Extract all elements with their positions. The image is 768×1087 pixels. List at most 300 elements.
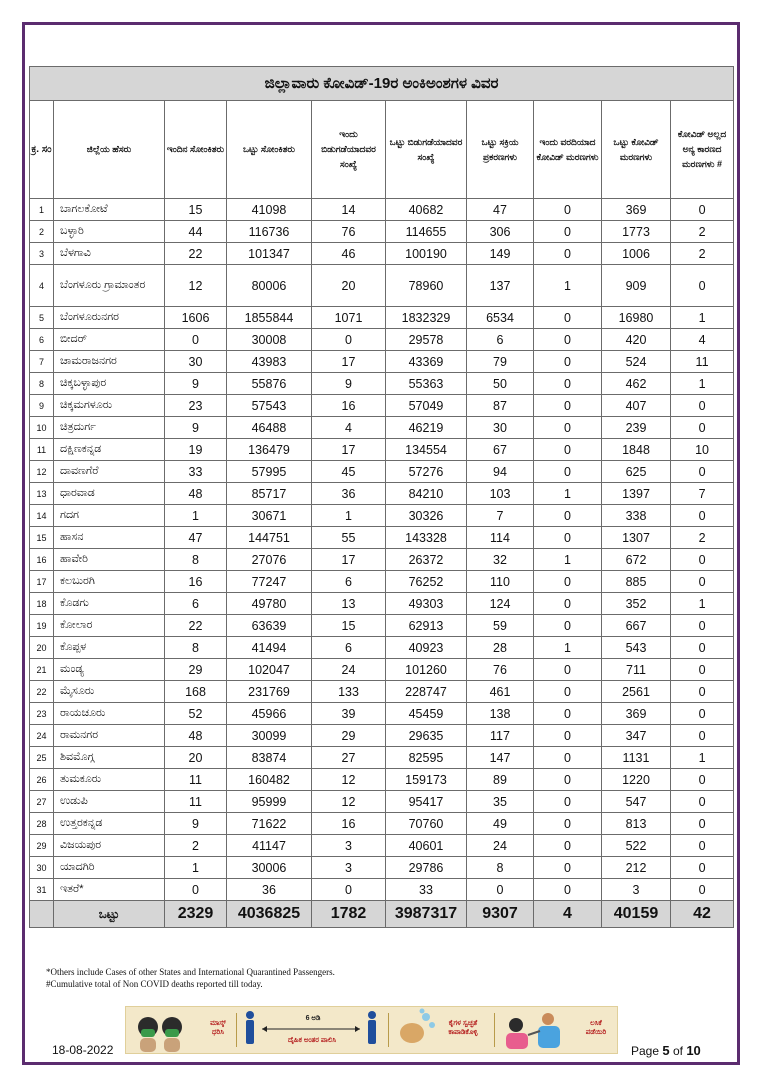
footnotes bbox=[46, 966, 335, 990]
row-value: 1220 bbox=[602, 769, 671, 791]
row-value: 30326 bbox=[386, 505, 467, 527]
row-value: 52 bbox=[165, 703, 227, 725]
footnote-non-covid: #Cumulative total of Non COVID deaths reported till today. bbox=[46, 979, 263, 989]
row-sno: 17 bbox=[30, 571, 54, 593]
row-value: 0 bbox=[534, 791, 602, 813]
row-value: 7 bbox=[671, 483, 734, 505]
row-sno: 30 bbox=[30, 857, 54, 879]
total-cell: 42 bbox=[671, 901, 734, 928]
table-row bbox=[30, 725, 734, 747]
row-value: 45966 bbox=[227, 703, 312, 725]
row-value: 89 bbox=[467, 769, 534, 791]
row-value: 0 bbox=[671, 659, 734, 681]
table-row bbox=[30, 593, 734, 615]
row-value: 22 bbox=[165, 615, 227, 637]
row-sno: 19 bbox=[30, 615, 54, 637]
row-value: 11 bbox=[671, 351, 734, 373]
row-district: ದಾವಣಗೆರೆ bbox=[54, 461, 165, 483]
row-value: 44 bbox=[165, 221, 227, 243]
table-row bbox=[30, 527, 734, 549]
row-sno: 29 bbox=[30, 835, 54, 857]
row-value: 0 bbox=[534, 703, 602, 725]
distance-label: ದೈಹಿಕ ಅಂತರ ಪಾಲಿಸಿ bbox=[287, 1037, 337, 1044]
row-value: 27076 bbox=[227, 549, 312, 571]
table-row bbox=[30, 307, 734, 329]
row-sno: 10 bbox=[30, 417, 54, 439]
row-value: 24 bbox=[312, 659, 386, 681]
row-sno: 8 bbox=[30, 373, 54, 395]
table-row bbox=[30, 857, 734, 879]
row-value: 0 bbox=[671, 857, 734, 879]
banner-separator bbox=[494, 1013, 495, 1047]
banner-separator bbox=[388, 1013, 389, 1047]
row-value: 1071 bbox=[312, 307, 386, 329]
row-value: 0 bbox=[534, 593, 602, 615]
row-value: 11 bbox=[165, 791, 227, 813]
masked-faces-icon bbox=[134, 1007, 190, 1053]
row-district: ಉಡುಪಿ bbox=[54, 791, 165, 813]
table-row bbox=[30, 395, 734, 417]
row-value: 0 bbox=[671, 791, 734, 813]
row-sno: 24 bbox=[30, 725, 54, 747]
row-value: 0 bbox=[671, 703, 734, 725]
row-value: 79 bbox=[467, 351, 534, 373]
row-value: 522 bbox=[602, 835, 671, 857]
table-row bbox=[30, 659, 734, 681]
row-value: 47 bbox=[165, 527, 227, 549]
row-value: 2 bbox=[671, 527, 734, 549]
row-value: 1 bbox=[671, 747, 734, 769]
row-value: 50 bbox=[467, 373, 534, 395]
table-row bbox=[30, 813, 734, 835]
row-value: 0 bbox=[534, 615, 602, 637]
row-value: 45 bbox=[312, 461, 386, 483]
row-value: 1 bbox=[671, 373, 734, 395]
table-row bbox=[30, 615, 734, 637]
row-value: 23 bbox=[165, 395, 227, 417]
row-value: 82595 bbox=[386, 747, 467, 769]
row-value: 30099 bbox=[227, 725, 312, 747]
mask-label: ಮಾಸ್ಕ್ ಧರಿಸಿ bbox=[210, 1020, 226, 1036]
row-value: 78960 bbox=[386, 265, 467, 307]
row-district: ಹಾಸನ bbox=[54, 527, 165, 549]
table-row bbox=[30, 791, 734, 813]
row-district: ಯಾದಗಿರಿ bbox=[54, 857, 165, 879]
row-value: 0 bbox=[671, 879, 734, 901]
row-value: 36 bbox=[312, 483, 386, 505]
row-value: 30 bbox=[467, 417, 534, 439]
row-value: 231769 bbox=[227, 681, 312, 703]
row-value: 1 bbox=[534, 637, 602, 659]
row-sno: 27 bbox=[30, 791, 54, 813]
total-blank bbox=[30, 901, 54, 928]
row-district: ಕೊಡಗು bbox=[54, 593, 165, 615]
row-value: 369 bbox=[602, 199, 671, 221]
row-value: 0 bbox=[671, 571, 734, 593]
row-value: 17 bbox=[312, 439, 386, 461]
row-value: 0 bbox=[671, 417, 734, 439]
row-value: 0 bbox=[534, 221, 602, 243]
hand-wash-icon bbox=[392, 1007, 438, 1053]
header-today-positive: ಇಂದಿನ ಸೋಂಕಿತರು bbox=[165, 101, 227, 199]
row-district: ಇತರೆ* bbox=[54, 879, 165, 901]
row-sno: 26 bbox=[30, 769, 54, 791]
row-district: ಉತ್ತರಕನ್ನಡ bbox=[54, 813, 165, 835]
row-value: 885 bbox=[602, 571, 671, 593]
total-cell: 40159 bbox=[602, 901, 671, 928]
row-value: 306 bbox=[467, 221, 534, 243]
row-value: 0 bbox=[534, 395, 602, 417]
row-value: 0 bbox=[671, 615, 734, 637]
row-district: ಕಲಬುರಗಿ bbox=[54, 571, 165, 593]
row-value: 46219 bbox=[386, 417, 467, 439]
row-value: 41494 bbox=[227, 637, 312, 659]
row-district: ಬೀದರ್ bbox=[54, 329, 165, 351]
row-value: 1 bbox=[165, 857, 227, 879]
row-value: 0 bbox=[671, 637, 734, 659]
row-value: 813 bbox=[602, 813, 671, 835]
row-value: 124 bbox=[467, 593, 534, 615]
table-row bbox=[30, 681, 734, 703]
row-value: 70760 bbox=[386, 813, 467, 835]
row-value: 24 bbox=[467, 835, 534, 857]
row-value: 114 bbox=[467, 527, 534, 549]
row-value: 15 bbox=[312, 615, 386, 637]
row-sno: 2 bbox=[30, 221, 54, 243]
total-cell: 4036825 bbox=[227, 901, 312, 928]
row-value: 0 bbox=[534, 681, 602, 703]
row-value: 0 bbox=[671, 395, 734, 417]
row-value: 1 bbox=[534, 265, 602, 307]
row-value: 39 bbox=[312, 703, 386, 725]
row-value: 138 bbox=[467, 703, 534, 725]
table-row bbox=[30, 265, 734, 307]
row-value: 12 bbox=[165, 265, 227, 307]
header-total-discharged: ಒಟ್ಟು ಬಿಡುಗಡೆಯಾದವರ ಸಂಖ್ಯೆ bbox=[386, 101, 467, 199]
district-covid-table bbox=[29, 66, 734, 928]
row-value: 14 bbox=[312, 199, 386, 221]
row-value: 711 bbox=[602, 659, 671, 681]
row-value: 8 bbox=[165, 637, 227, 659]
row-value: 133 bbox=[312, 681, 386, 703]
row-value: 7 bbox=[467, 505, 534, 527]
row-value: 6 bbox=[467, 329, 534, 351]
row-value: 0 bbox=[165, 329, 227, 351]
row-district: ಬಾಗಲಕೋಟೆ bbox=[54, 199, 165, 221]
row-value: 1307 bbox=[602, 527, 671, 549]
row-value: 76 bbox=[467, 659, 534, 681]
row-value: 87 bbox=[467, 395, 534, 417]
row-value: 149 bbox=[467, 243, 534, 265]
row-sno: 12 bbox=[30, 461, 54, 483]
row-value: 57995 bbox=[227, 461, 312, 483]
row-value: 85717 bbox=[227, 483, 312, 505]
row-value: 0 bbox=[671, 725, 734, 747]
row-sno: 18 bbox=[30, 593, 54, 615]
row-sno: 5 bbox=[30, 307, 54, 329]
row-value: 30008 bbox=[227, 329, 312, 351]
page-number bbox=[631, 1043, 701, 1058]
row-value: 10 bbox=[671, 439, 734, 461]
row-value: 667 bbox=[602, 615, 671, 637]
row-value: 159173 bbox=[386, 769, 467, 791]
row-value: 47 bbox=[467, 199, 534, 221]
header-today-deaths: ಇಂದು ವರದಿಯಾದ ಕೋವಿಡ್ ಮರಣಗಳು bbox=[534, 101, 602, 199]
row-value: 0 bbox=[534, 199, 602, 221]
row-district: ಮಂಡ್ಯ bbox=[54, 659, 165, 681]
row-district: ಮೈಸೂರು bbox=[54, 681, 165, 703]
row-value: 49780 bbox=[227, 593, 312, 615]
row-sno: 21 bbox=[30, 659, 54, 681]
row-district: ಬಳ್ಳಾರಿ bbox=[54, 221, 165, 243]
table-row bbox=[30, 879, 734, 901]
row-value: 9 bbox=[165, 373, 227, 395]
row-value: 0 bbox=[534, 835, 602, 857]
table-row bbox=[30, 373, 734, 395]
row-value: 0 bbox=[165, 879, 227, 901]
row-value: 2561 bbox=[602, 681, 671, 703]
row-value: 63639 bbox=[227, 615, 312, 637]
row-value: 57049 bbox=[386, 395, 467, 417]
row-value: 55 bbox=[312, 527, 386, 549]
social-distance-icon bbox=[240, 1007, 386, 1053]
table-row bbox=[30, 505, 734, 527]
row-value: 102047 bbox=[227, 659, 312, 681]
row-value: 19 bbox=[165, 439, 227, 461]
row-value: 17 bbox=[312, 549, 386, 571]
row-value: 6 bbox=[165, 593, 227, 615]
row-value: 55363 bbox=[386, 373, 467, 395]
row-value: 41098 bbox=[227, 199, 312, 221]
row-value: 1 bbox=[534, 549, 602, 571]
row-value: 27 bbox=[312, 747, 386, 769]
row-value: 83874 bbox=[227, 747, 312, 769]
row-value: 1773 bbox=[602, 221, 671, 243]
row-value: 1 bbox=[165, 505, 227, 527]
row-value: 33 bbox=[165, 461, 227, 483]
row-value: 524 bbox=[602, 351, 671, 373]
row-value: 0 bbox=[534, 769, 602, 791]
row-value: 9 bbox=[312, 373, 386, 395]
row-value: 1 bbox=[312, 505, 386, 527]
row-value: 6 bbox=[312, 637, 386, 659]
row-value: 16 bbox=[165, 571, 227, 593]
row-value: 1855844 bbox=[227, 307, 312, 329]
vaccine-label: ಲಸಿಕೆ ಪಡೆಯಿರಿ bbox=[585, 1020, 607, 1036]
table-row bbox=[30, 243, 734, 265]
row-value: 0 bbox=[534, 505, 602, 527]
row-value: 1832329 bbox=[386, 307, 467, 329]
row-value: 137 bbox=[467, 265, 534, 307]
header-sno: ಕ್ರ. ಸಂ bbox=[30, 101, 54, 199]
row-district: ಬೆಂಗಳೂರುನಗರ bbox=[54, 307, 165, 329]
row-value: 30006 bbox=[227, 857, 312, 879]
row-value: 117 bbox=[467, 725, 534, 747]
row-value: 46 bbox=[312, 243, 386, 265]
row-value: 2 bbox=[671, 243, 734, 265]
row-value: 15 bbox=[165, 199, 227, 221]
hands-label: ಕೈಗಳ ಸ್ವಚ್ಛತೆ ಕಾಪಾಡಿಕೊಳ್ಳಿ bbox=[448, 1020, 478, 1036]
row-value: 0 bbox=[534, 351, 602, 373]
row-district: ಬೆಂಗಳೂರು ಗ್ರಾಮಾಂತರ bbox=[54, 265, 165, 307]
row-value: 110 bbox=[467, 571, 534, 593]
row-value: 2 bbox=[671, 221, 734, 243]
row-value: 29786 bbox=[386, 857, 467, 879]
row-value: 136479 bbox=[227, 439, 312, 461]
row-district: ಕೋಲಾರ bbox=[54, 615, 165, 637]
header-non-covid-deaths: ಕೋವಿಡ್ ಅಲ್ಲದ ಅನ್ಯ ಕಾರಣದ ಮರಣಗಳು # bbox=[671, 101, 734, 199]
row-value: 16 bbox=[312, 395, 386, 417]
table-title: ಜಿಲ್ಲಾವಾರು ಕೋವಿಡ್-19ರ ಅಂಕಿಅಂಶಗಳ ವಿವರ bbox=[30, 67, 734, 101]
row-sno: 14 bbox=[30, 505, 54, 527]
row-value: 338 bbox=[602, 505, 671, 527]
page-total: 10 bbox=[686, 1043, 701, 1058]
row-value: 168 bbox=[165, 681, 227, 703]
table-row bbox=[30, 703, 734, 725]
row-value: 462 bbox=[602, 373, 671, 395]
row-value: 40682 bbox=[386, 199, 467, 221]
row-district: ಚಿಕ್ಕಮಗಳೂರು bbox=[54, 395, 165, 417]
total-cell: 2329 bbox=[165, 901, 227, 928]
row-value: 1397 bbox=[602, 483, 671, 505]
page-of: of bbox=[672, 1044, 683, 1058]
row-value: 543 bbox=[602, 637, 671, 659]
row-sno: 16 bbox=[30, 549, 54, 571]
row-value: 40601 bbox=[386, 835, 467, 857]
row-value: 28 bbox=[467, 637, 534, 659]
row-value: 48 bbox=[165, 483, 227, 505]
row-value: 144751 bbox=[227, 527, 312, 549]
row-value: 26372 bbox=[386, 549, 467, 571]
row-value: 134554 bbox=[386, 439, 467, 461]
row-value: 0 bbox=[671, 769, 734, 791]
row-value: 71622 bbox=[227, 813, 312, 835]
row-value: 84210 bbox=[386, 483, 467, 505]
row-value: 100190 bbox=[386, 243, 467, 265]
row-value: 1 bbox=[671, 593, 734, 615]
row-value: 11 bbox=[165, 769, 227, 791]
table-row bbox=[30, 769, 734, 791]
row-value: 30 bbox=[165, 351, 227, 373]
row-value: 16980 bbox=[602, 307, 671, 329]
banner-vaccine-segment bbox=[498, 1007, 616, 1053]
row-value: 0 bbox=[534, 879, 602, 901]
row-sno: 31 bbox=[30, 879, 54, 901]
row-sno: 7 bbox=[30, 351, 54, 373]
row-sno: 9 bbox=[30, 395, 54, 417]
row-value: 0 bbox=[534, 417, 602, 439]
row-sno: 4 bbox=[30, 265, 54, 307]
row-value: 116736 bbox=[227, 221, 312, 243]
row-value: 30671 bbox=[227, 505, 312, 527]
row-value: 212 bbox=[602, 857, 671, 879]
row-sno: 13 bbox=[30, 483, 54, 505]
row-value: 0 bbox=[534, 307, 602, 329]
row-value: 57543 bbox=[227, 395, 312, 417]
row-sno: 1 bbox=[30, 199, 54, 221]
row-value: 22 bbox=[165, 243, 227, 265]
table-row bbox=[30, 351, 734, 373]
row-sno: 11 bbox=[30, 439, 54, 461]
row-value: 29 bbox=[312, 725, 386, 747]
row-value: 0 bbox=[671, 265, 734, 307]
row-value: 1 bbox=[671, 307, 734, 329]
row-value: 1606 bbox=[165, 307, 227, 329]
row-value: 8 bbox=[467, 857, 534, 879]
table-row bbox=[30, 439, 734, 461]
table-body bbox=[30, 199, 734, 901]
row-district: ವಿಜಯಪುರ bbox=[54, 835, 165, 857]
row-value: 2 bbox=[165, 835, 227, 857]
row-value: 3 bbox=[312, 857, 386, 879]
row-value: 4 bbox=[312, 417, 386, 439]
row-sno: 15 bbox=[30, 527, 54, 549]
row-value: 29578 bbox=[386, 329, 467, 351]
row-value: 0 bbox=[534, 571, 602, 593]
row-value: 3 bbox=[312, 835, 386, 857]
row-value: 369 bbox=[602, 703, 671, 725]
row-value: 0 bbox=[534, 461, 602, 483]
row-value: 9 bbox=[165, 813, 227, 835]
row-sno: 20 bbox=[30, 637, 54, 659]
table-row bbox=[30, 637, 734, 659]
row-value: 20 bbox=[312, 265, 386, 307]
row-value: 33 bbox=[386, 879, 467, 901]
row-value: 0 bbox=[534, 439, 602, 461]
row-value: 0 bbox=[534, 373, 602, 395]
row-value: 29 bbox=[165, 659, 227, 681]
row-value: 94 bbox=[467, 461, 534, 483]
covid-appropriate-behaviour-banner bbox=[125, 1006, 618, 1054]
total-cell: 1782 bbox=[312, 901, 386, 928]
row-value: 0 bbox=[671, 549, 734, 571]
row-value: 55876 bbox=[227, 373, 312, 395]
table-row bbox=[30, 571, 734, 593]
row-value: 347 bbox=[602, 725, 671, 747]
header-total-deaths: ಒಟ್ಟು ಕೋವಿಡ್ ಮರಣಗಳು bbox=[602, 101, 671, 199]
row-value: 352 bbox=[602, 593, 671, 615]
row-value: 1848 bbox=[602, 439, 671, 461]
row-value: 0 bbox=[671, 199, 734, 221]
row-value: 909 bbox=[602, 265, 671, 307]
row-value: 17 bbox=[312, 351, 386, 373]
row-value: 32 bbox=[467, 549, 534, 571]
table-row bbox=[30, 835, 734, 857]
row-value: 29635 bbox=[386, 725, 467, 747]
header-total-positive: ಒಟ್ಟು ಸೋಂಕಿತರು bbox=[227, 101, 312, 199]
header-district: ಜಿಲ್ಲೆಯ ಹೆಸರು bbox=[54, 101, 165, 199]
row-district: ರಾಮನಗರ bbox=[54, 725, 165, 747]
row-sno: 23 bbox=[30, 703, 54, 725]
row-value: 0 bbox=[534, 659, 602, 681]
row-value: 46488 bbox=[227, 417, 312, 439]
table-row bbox=[30, 483, 734, 505]
row-district: ಚಿಕ್ಕಬಳ್ಳಾಪುರ bbox=[54, 373, 165, 395]
row-value: 1 bbox=[534, 483, 602, 505]
table-row bbox=[30, 747, 734, 769]
row-value: 67 bbox=[467, 439, 534, 461]
row-value: 143328 bbox=[386, 527, 467, 549]
vaccination-icon bbox=[498, 1007, 568, 1053]
row-value: 0 bbox=[312, 329, 386, 351]
row-value: 36 bbox=[227, 879, 312, 901]
row-value: 0 bbox=[534, 527, 602, 549]
row-district: ಕೊಪ್ಪಳ bbox=[54, 637, 165, 659]
report-date: 18-08-2022 bbox=[52, 1043, 114, 1057]
row-value: 95417 bbox=[386, 791, 467, 813]
row-value: 1006 bbox=[602, 243, 671, 265]
row-value: 12 bbox=[312, 791, 386, 813]
